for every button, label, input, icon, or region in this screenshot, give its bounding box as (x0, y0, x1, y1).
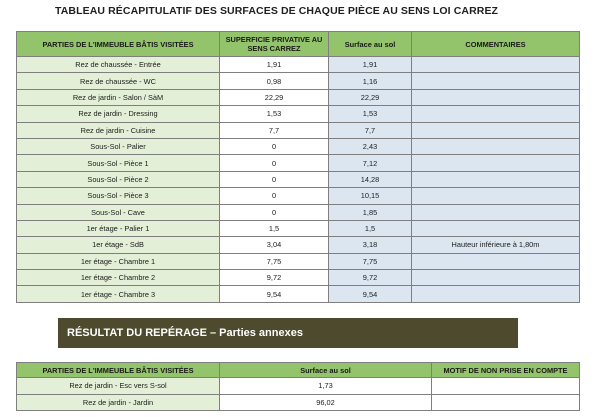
commentaire-cell (412, 188, 580, 204)
header-commentaires: COMMENTAIRES (412, 32, 580, 57)
table-row (17, 394, 580, 411)
carrez-cell: 1,53 (220, 106, 329, 122)
section-banner: RÉSULTAT DU REPÉRAGE – Parties annexes (58, 318, 518, 348)
carrez-cell: 1,5 (220, 220, 329, 236)
commentaire-cell (412, 122, 580, 138)
surface-sol-cell: 7,7 (329, 122, 412, 138)
header-parties: PARTIES DE L'IMMEUBLE BÂTIS VISITÉES (17, 363, 220, 378)
partie-cell: 1er étage - Chambre 2 (17, 270, 220, 286)
table-row (17, 89, 580, 105)
partie-cell: Rez de jardin - Esc vers S-sol (17, 378, 220, 395)
carrez-cell: 22,29 (220, 89, 329, 105)
header-surface-sol: Surface au sol (329, 32, 412, 57)
annexes-table (16, 362, 580, 411)
partie-cell: Rez de chaussée - WC (17, 73, 220, 89)
carrez-cell: 0 (220, 204, 329, 220)
carrez-cell: 9,72 (220, 270, 329, 286)
commentaire-cell (412, 73, 580, 89)
surface-sol-cell: 1,16 (329, 73, 412, 89)
table-row (17, 57, 580, 73)
carrez-cell: 0 (220, 138, 329, 154)
commentaire-cell (412, 220, 580, 236)
table-row (17, 220, 580, 236)
partie-cell: Rez de jardin - Dressing (17, 106, 220, 122)
partie-cell: 1er étage - SdB (17, 237, 220, 253)
surface-sol-cell: 3,18 (329, 237, 412, 253)
carrez-cell: 0,98 (220, 73, 329, 89)
commentaire-cell (412, 253, 580, 269)
carrez-cell: 0 (220, 171, 329, 187)
commentaire-cell (412, 171, 580, 187)
commentaire-cell (412, 89, 580, 105)
annexes-table-body (17, 378, 580, 411)
document-title: TABLEAU RÉCAPITULATIF DES SURFACES DE CHAQUE PIÈCE AU SENS LOI CARREZ (55, 5, 499, 17)
table-row (17, 378, 580, 395)
table-row (17, 253, 580, 269)
carrez-cell: 9,54 (220, 286, 329, 302)
surfaces-table-body (17, 57, 580, 303)
table-row (17, 286, 580, 302)
surface-sol-cell: 2,43 (329, 138, 412, 154)
surface-sol-cell: 96,02 (220, 394, 432, 411)
table-row (17, 237, 580, 253)
commentaire-cell (412, 106, 580, 122)
motif-cell (432, 394, 580, 411)
table-row (17, 73, 580, 89)
surfaces-table (16, 31, 580, 303)
commentaire-cell (412, 57, 580, 73)
carrez-cell: 7,7 (220, 122, 329, 138)
partie-cell: 1er étage - Chambre 3 (17, 286, 220, 302)
partie-cell: Sous-Sol - Cave (17, 204, 220, 220)
table-row (17, 155, 580, 171)
header-parties: PARTIES DE L'IMMEUBLE BÂTIS VISITÉES (17, 32, 220, 57)
surfaces-table-header-row (17, 32, 580, 57)
partie-cell: Rez de jardin - Jardin (17, 394, 220, 411)
carrez-cell: 0 (220, 188, 329, 204)
partie-cell: Rez de chaussée - Entrée (17, 57, 220, 73)
commentaire-cell (412, 286, 580, 302)
surface-sol-cell: 14,28 (329, 171, 412, 187)
carrez-cell: 7,75 (220, 253, 329, 269)
table-row (17, 270, 580, 286)
commentaire-cell: Hauteur inférieure à 1,80m (412, 237, 580, 253)
surface-sol-cell: 9,54 (329, 286, 412, 302)
partie-cell: Rez de jardin - Cuisine (17, 122, 220, 138)
carrez-cell: 1,91 (220, 57, 329, 73)
table-row (17, 204, 580, 220)
commentaire-cell (412, 138, 580, 154)
surface-sol-cell: 1,5 (329, 220, 412, 236)
header-superficie-carrez: SUPERFICIE PRIVATIVE AU SENS CARREZ (220, 32, 329, 57)
partie-cell: 1er étage - Chambre 1 (17, 253, 220, 269)
table-row (17, 171, 580, 187)
commentaire-cell (412, 204, 580, 220)
partie-cell: Sous-Sol - Pièce 1 (17, 155, 220, 171)
partie-cell: Sous-Sol - Pièce 2 (17, 171, 220, 187)
surface-sol-cell: 22,29 (329, 89, 412, 105)
surface-sol-cell: 10,15 (329, 188, 412, 204)
surface-sol-cell: 1,73 (220, 378, 432, 395)
surface-sol-cell: 1,53 (329, 106, 412, 122)
table-row (17, 122, 580, 138)
annexes-table-header-row (17, 363, 580, 378)
surface-sol-cell: 1,91 (329, 57, 412, 73)
carrez-cell: 0 (220, 155, 329, 171)
table-row (17, 188, 580, 204)
header-motif: MOTIF DE NON PRISE EN COMPTE (432, 363, 580, 378)
surface-sol-cell: 1,85 (329, 204, 412, 220)
surface-sol-cell: 7,75 (329, 253, 412, 269)
header-surface-sol: Surface au sol (220, 363, 432, 378)
surface-sol-cell: 7,12 (329, 155, 412, 171)
carrez-cell: 3,04 (220, 237, 329, 253)
table-row (17, 138, 580, 154)
partie-cell: 1er étage - Palier 1 (17, 220, 220, 236)
partie-cell: Sous-Sol - Pièce 3 (17, 188, 220, 204)
table-row (17, 106, 580, 122)
motif-cell (432, 378, 580, 395)
commentaire-cell (412, 270, 580, 286)
commentaire-cell (412, 155, 580, 171)
partie-cell: Sous-Sol - Palier (17, 138, 220, 154)
surface-sol-cell: 9,72 (329, 270, 412, 286)
partie-cell: Rez de jardin - Salon / SàM (17, 89, 220, 105)
